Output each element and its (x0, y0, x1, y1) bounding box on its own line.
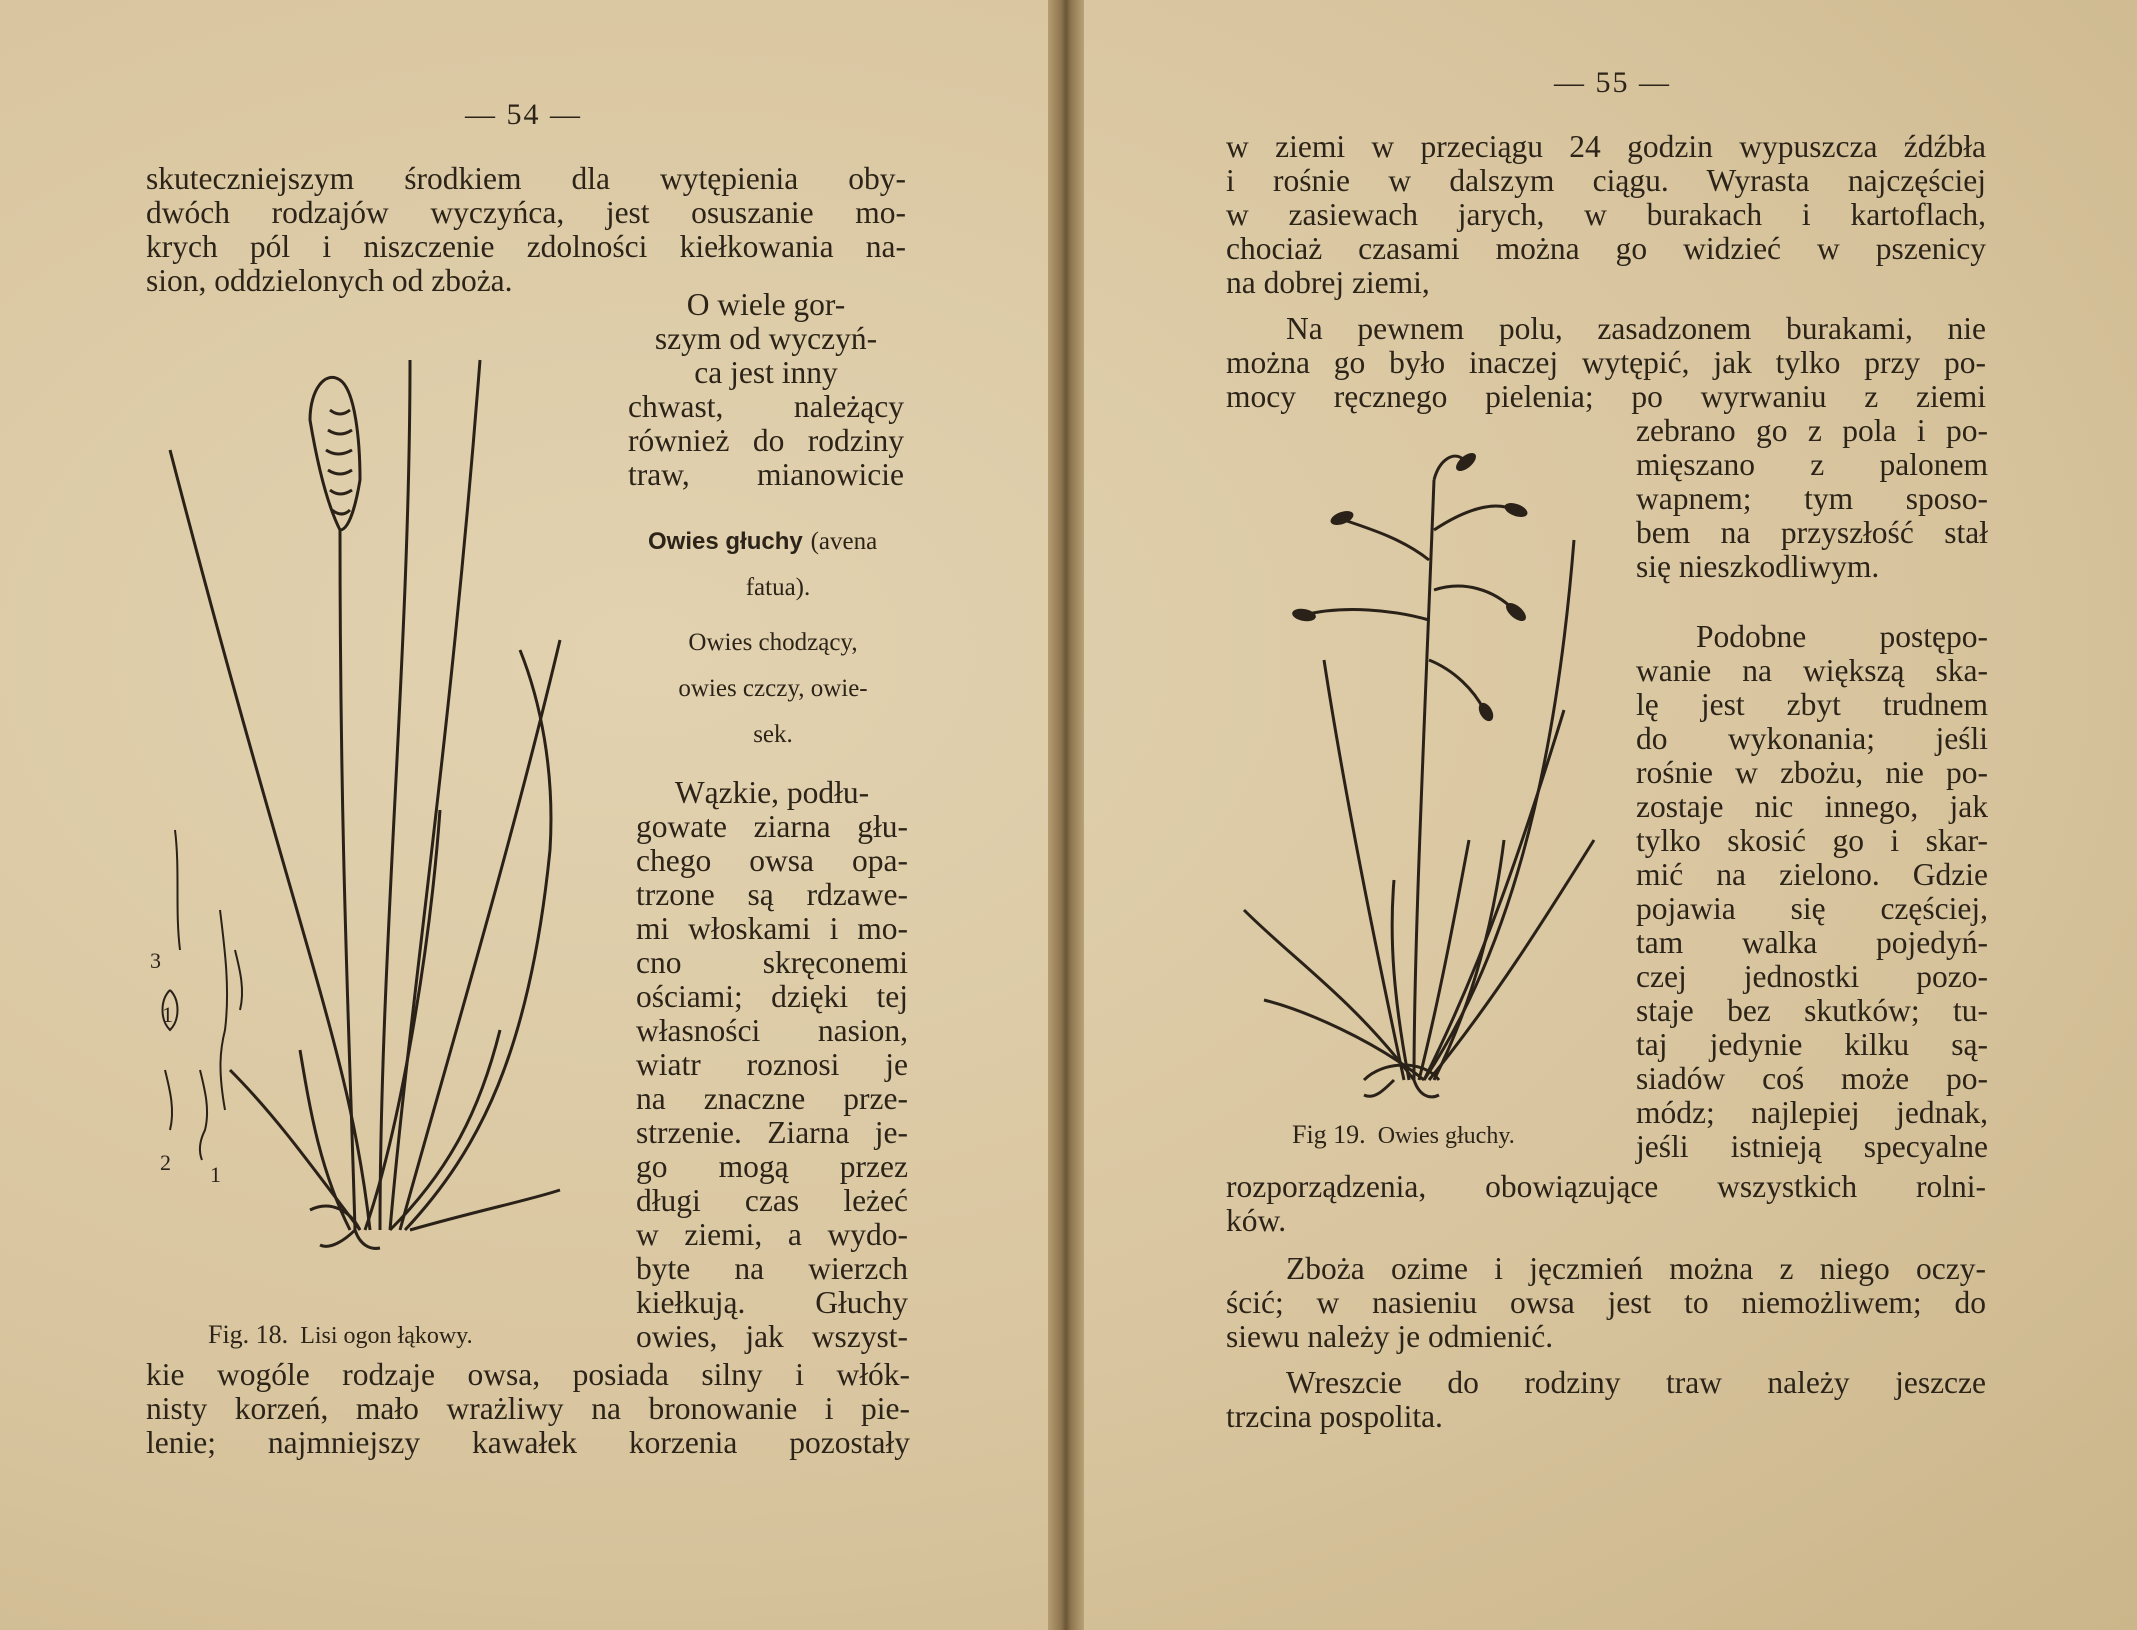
right-column-b (1636, 620, 1988, 1164)
text-line: mi włoskami i mo- (636, 911, 908, 946)
text-line: rozporządzenia, obowiązujące wszystkich rolni- (1226, 1169, 1986, 1204)
species-latin: (avena (810, 528, 878, 555)
text-line: czej jednostki pozo- (1636, 959, 1988, 994)
text-line: siadów coś może po- (1636, 1061, 1988, 1096)
text-line: Zboża ozime i jęczmień można z niego oczy- (1286, 1251, 1986, 1286)
text-line: również do rodziny (628, 423, 904, 458)
figure-number: Fig 19. (1292, 1120, 1366, 1149)
figure-18-caption (208, 1320, 473, 1350)
text-line: lę jest zbyt trudnem (1636, 687, 1988, 722)
figure-19-caption (1292, 1120, 1515, 1150)
text-line: chwast, należący (628, 389, 904, 424)
figure-18-illustration (150, 350, 610, 1250)
text-line: w ziemi w przeciągu 24 godzin wypuszcza źdźbła (1226, 129, 1986, 164)
text-line: wanie na większą ska- (1636, 653, 1988, 688)
text-line: Wreszcie do rodziny traw należy jeszcze (1286, 1365, 1986, 1400)
text-line: mocy ręcznego pielenia; po wyrwaniu z ziemi (1226, 379, 1986, 414)
text-line: i rośnie w dalszym ciągu. Wyrasta najczęściej (1226, 163, 1986, 198)
text-line: trzone są rdzawe- (636, 877, 908, 912)
left-column-description (636, 776, 908, 1354)
text-line: chego owsa opa- (636, 843, 908, 878)
text-line: owies czczy, owie- (678, 675, 868, 702)
text-line: w ziemi, a wydo- (636, 1217, 908, 1252)
text-line: długi czas leżeć (636, 1183, 908, 1218)
right-bottom-lines (1226, 1170, 1986, 1238)
text-line: do wykonania; jeśli (1636, 721, 1988, 756)
text-line: O wiele gor- (686, 287, 846, 322)
text-line: Wązkie, podłu- (674, 775, 870, 810)
figure-label: 1 (162, 1002, 173, 1027)
text-line: Owies chodzący, (688, 629, 858, 656)
right-second-paragraph (1226, 312, 1986, 414)
text-line: taj jedynie kilku są- (1636, 1027, 1988, 1062)
text-line: lenie; najmniejszy kawałek korzenia pozostały (146, 1425, 910, 1460)
book-gutter (1048, 0, 1084, 1630)
text-line: mięszano z palonem (1636, 447, 1988, 482)
text-line: strzenie. Ziarna je- (636, 1115, 908, 1150)
species-synonyms (638, 620, 908, 758)
figure-label: 1 (210, 1162, 221, 1187)
text-line: tam walka pojedyń- (1636, 925, 1988, 960)
text-line: go mogą przez (636, 1149, 908, 1184)
text-line: pojawia się częściej, (1636, 891, 1988, 926)
text-line: na znaczne prze- (636, 1081, 908, 1116)
right-page (1084, 0, 2137, 1630)
text-line: własności nasion, (636, 1013, 908, 1048)
text-line: sek. (753, 721, 793, 748)
text-line: krych pól i niszczenie zdolności kiełkowania na- (146, 229, 906, 264)
text-line: wiatr roznosi je (636, 1047, 908, 1082)
text-line: kie wogóle rodzaje owsa, posiada silny i włók- (146, 1357, 910, 1392)
figure-label: 3 (150, 948, 161, 973)
right-top-paragraph (1226, 130, 1986, 300)
figure-19-illustration (1224, 440, 1624, 1100)
text-line: rośnie w zbożu, nie po- (1636, 755, 1988, 790)
text-line: byte na wierzch (636, 1251, 908, 1286)
text-line: siewu należy je odmienić. (1226, 1319, 1554, 1354)
text-line: zostaje nic innego, jak (1636, 789, 1988, 824)
species-latin-cont: fatua). (745, 574, 811, 601)
right-paragraph-5 (1226, 1366, 1986, 1434)
text-line: owies, jak wszyst- (636, 1319, 908, 1354)
text-line: módz; najlepiej jednak, (1636, 1095, 1988, 1130)
foxtail-grass-drawing (150, 350, 610, 1250)
text-line: ków. (1226, 1203, 1287, 1238)
text-line: zebrano go z pola i po- (1636, 413, 1988, 448)
text-line: ca jest inny (694, 355, 838, 390)
text-line: trzcina pospolita. (1226, 1399, 1443, 1434)
text-line: traw, mianowicie (628, 457, 904, 492)
text-line: sion, oddzielonych od zboża. (146, 263, 513, 298)
figure-number: Fig. 18. (208, 1320, 289, 1349)
text-line: szym od wyczyń- (654, 321, 878, 356)
text-line: chociaż czasami można go widzieć w pszenicy (1226, 231, 1986, 266)
page-number-left: — 54 — (465, 98, 582, 131)
right-column-a (1636, 414, 1988, 584)
text-line: Podobne postępo- (1696, 619, 1988, 654)
figure-title: Lisi ogon łąkowy. (300, 1323, 473, 1349)
left-page (0, 0, 1048, 1630)
text-line: mić na zielono. Gdzie (1636, 857, 1988, 892)
text-line: w zasiewach jarych, w burakach i kartoflach, (1226, 197, 1986, 232)
left-bottom-paragraph (146, 1358, 910, 1460)
text-line: kiełkują. Głuchy (636, 1285, 908, 1320)
text-line: na dobrej ziemi, (1226, 265, 1430, 300)
text-line: Na pewnem polu, zasadzonem burakami, nie (1286, 311, 1986, 346)
right-paragraph-4 (1226, 1252, 1986, 1354)
page-number-right: — 55 — (1554, 66, 1671, 99)
text-line: gowate ziarna głu- (636, 809, 908, 844)
text-line: nisty korzeń, mało wrażliwy na bronowanie i pie- (146, 1391, 910, 1426)
species-name: Owies głuchy (648, 528, 803, 555)
text-line: cno skręconemi (636, 945, 908, 980)
text-line: ścić; w nasieniu owsa jest to niemożliwem; do (1226, 1285, 1986, 1320)
text-line: można go było inaczej wytępić, jak tylko przy po- (1226, 345, 1986, 380)
text-line: się nieszkodliwym. (1636, 549, 1880, 584)
wild-oat-drawing (1224, 440, 1624, 1100)
text-line: tylko skosić go i skar- (1636, 823, 1988, 858)
text-line: wapnem; tym sposo- (1636, 481, 1988, 516)
figure-label: 2 (160, 1150, 171, 1175)
text-line: jeśli istnieją specyalne (1636, 1129, 1988, 1164)
text-line: ościami; dzięki tej (636, 979, 908, 1014)
species-heading (648, 522, 908, 605)
figure-title: Owies głuchy. (1377, 1123, 1515, 1149)
text-line: dwóch rodzajów wyczyńca, jest osuszanie mo- (146, 195, 906, 230)
text-line: skuteczniejszym środkiem dla wytępienia oby- (146, 161, 906, 196)
text-line: bem na przyszłość stał (1636, 515, 1988, 550)
left-top-paragraph (146, 162, 906, 298)
left-column-intro (628, 288, 904, 492)
text-line: staje bez skutków; tu- (1636, 993, 1988, 1028)
